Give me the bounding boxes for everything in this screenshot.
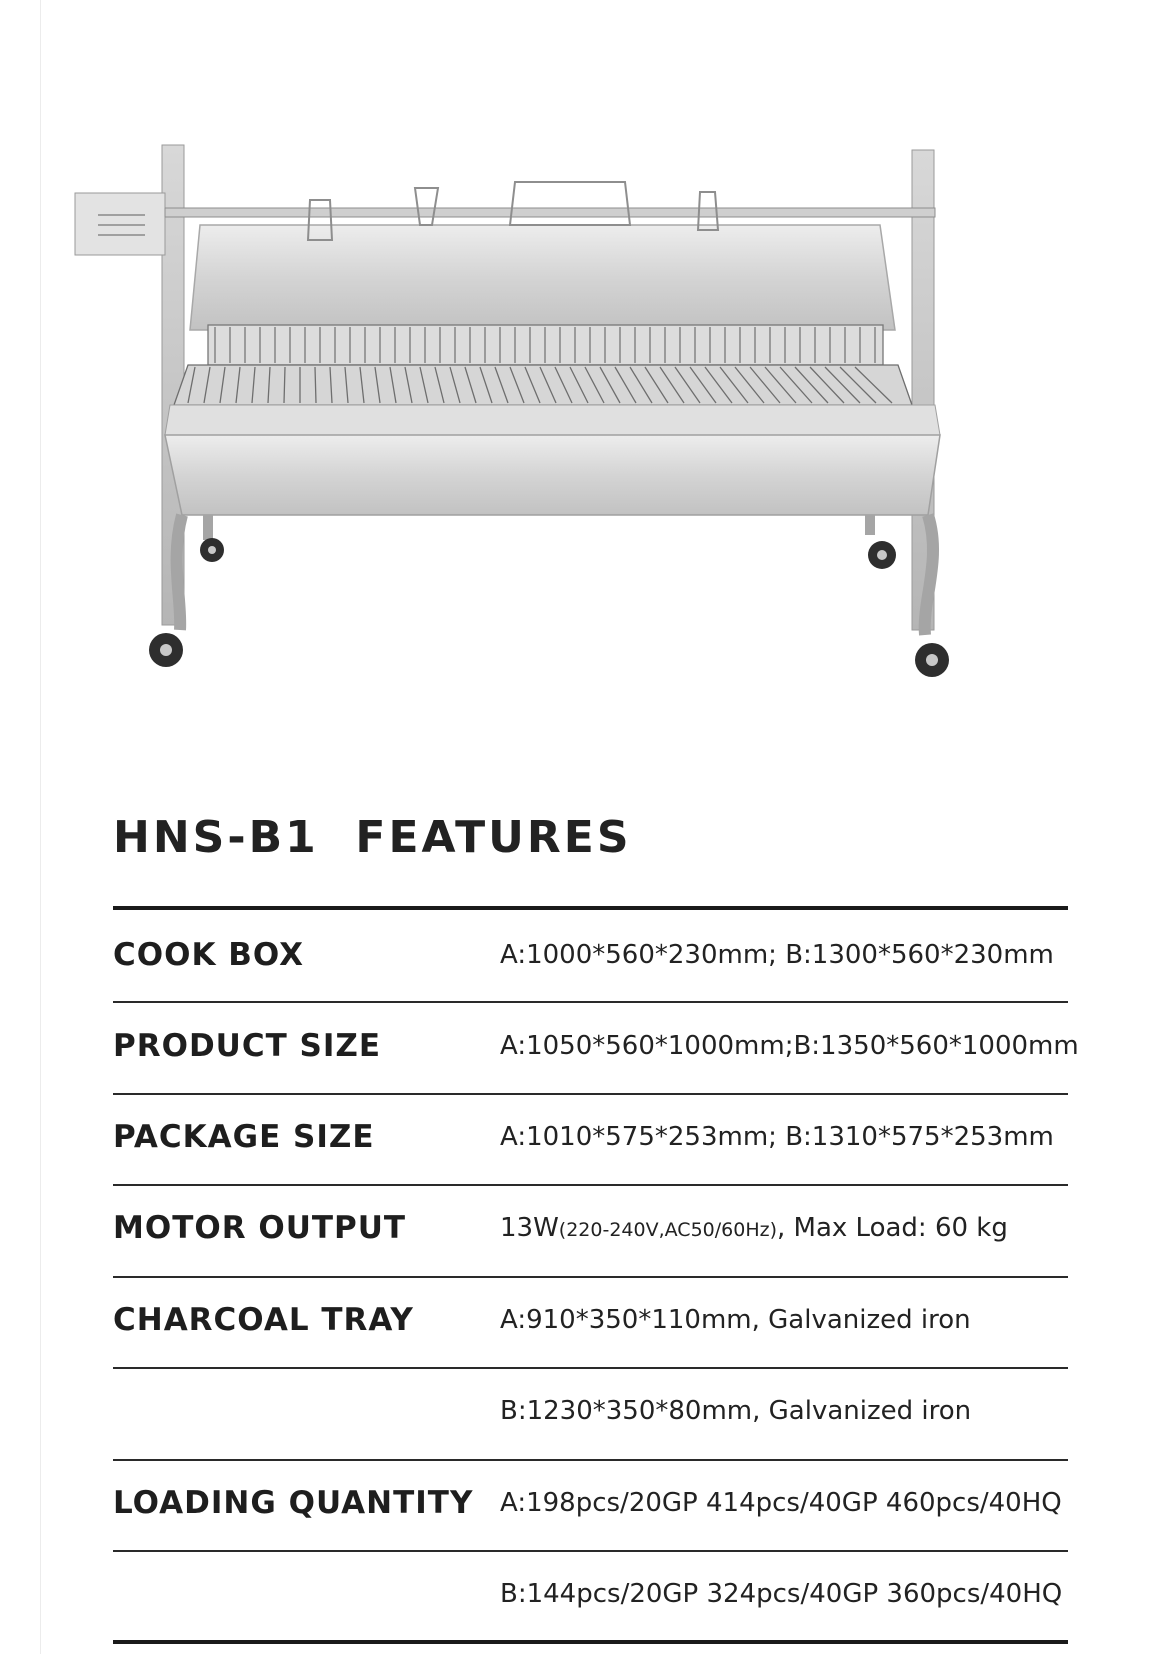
row-divider (113, 1184, 1068, 1186)
row-divider (113, 1001, 1068, 1003)
row-value-charcoal-tray-a: A:910*350*110mm, Galvanized iron (500, 1305, 971, 1335)
row-value-cook-box: A:1000*560*230mm; B:1300*560*230mm (500, 940, 1054, 970)
row-label-package-size: PACKAGE SIZE (113, 1119, 375, 1155)
row-value-package-size: A:1010*575*253mm; B:1310*575*253mm (500, 1122, 1054, 1152)
row-value-motor-output (500, 1213, 1008, 1243)
row-divider (113, 1276, 1068, 1278)
row-value-loading-quantity-b: B:144pcs/20GP 324pcs/40GP 360pcs/40HQ (500, 1579, 1063, 1609)
row-value-product-size: A:1050*560*1000mm;B:1350*560*1000mm (500, 1031, 1079, 1061)
row-label-product-size: PRODUCT SIZE (113, 1028, 382, 1064)
row-divider (113, 1550, 1068, 1552)
row-label-motor-output: MOTOR OUTPUT (113, 1210, 407, 1246)
page-title: HNS-B1 FEATURES (113, 812, 632, 863)
row-label-loading-quantity: LOADING QUANTITY (113, 1485, 474, 1521)
row-divider (113, 1367, 1068, 1369)
table-bottom-rule (113, 1640, 1068, 1644)
page-edge-line (40, 0, 41, 1654)
row-label-charcoal-tray: CHARCOAL TRAY (113, 1302, 414, 1338)
motor-max-load: , Max Load: 60 kg (777, 1213, 1008, 1243)
row-value-loading-quantity-a: A:198pcs/20GP 414pcs/40GP 460pcs/40HQ (500, 1488, 1062, 1518)
row-value-charcoal-tray-b: B:1230*350*80mm, Galvanized iron (500, 1396, 972, 1426)
row-divider (113, 1093, 1068, 1095)
rotisserie-grill-image (70, 130, 1030, 730)
row-label-cook-box: COOK BOX (113, 937, 305, 973)
motor-voltage: (220-240V,AC50/60Hz) (558, 1219, 777, 1241)
table-top-rule (113, 906, 1068, 910)
row-divider (113, 1459, 1068, 1461)
motor-power: 13W (500, 1213, 559, 1243)
